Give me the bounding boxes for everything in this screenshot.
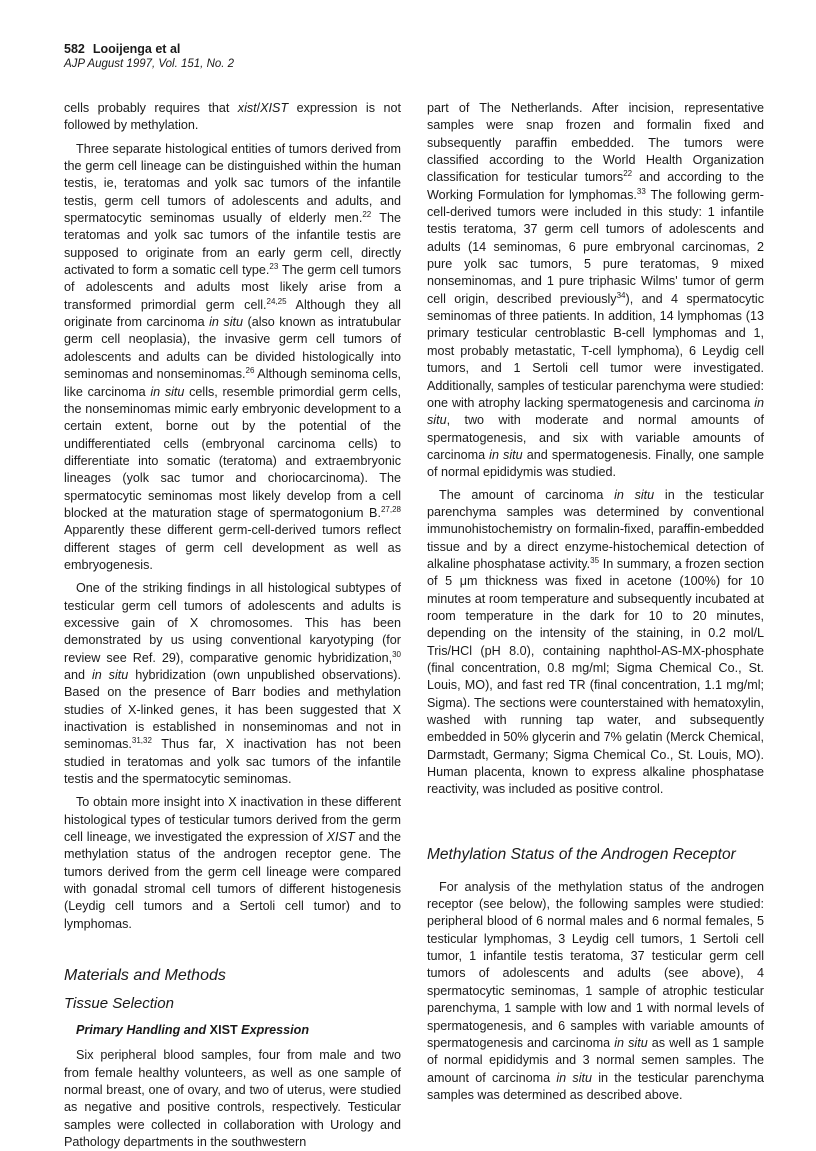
paragraph: For analysis of the methylation status of the androgen receptor (see below), the following samples were studied: peripheral blood of 6 normal males and 6 normal females, 5 testicular lymphomas, 3 Leydig cell tumors, 1 Sertoli cell tumor, 1 infantile testis teratoma, 37 testicular germ cell tumors of adolescents and adults (see above), 4 spermatocytic seminomas, 1 sample of atrophic testicular parenchyma, 1 sample with low and 1 with normal levels of spermatogenesis, and 6 samples with variable amounts of spermatogenesis and carcinoma in situ as well as 1 sample of normal epididymis and 3 normal semen samples. The amount of carcinoma in situ in the testicular parenchyma samples was determined as described above.: [427, 879, 764, 1102]
header-authors: Looijenga et al: [92, 42, 181, 56]
paragraph: part of The Netherlands. After incision, representative samples were snap frozen and formalin fixed and subsequently paraffin embedded. The tumors were classified according to the World Health Organization classification for testicular tumors$^{22}$ and according to the Working Formulation for lymphomas.$^{33}$ The following germ-cell-derived tumors were included in this study: 1 infantile testis teratoma, 37 germ cell tumors of adolescents and adults (14 seminomas, 6 pure embryonal carcinomas, 2 pure yolk sac tumors, 5 pure teratomas, 9 mixed nonseminomas, and 1 pure triphasic Wilms' tumor of germ cell origin, described previously$^{34}$), and 4 spermatocytic seminomas of three patients. In addition, 14 lymphomas (13 primary testicular centroblastic B-cell lymphomas and 1, most probably metastatic, T-cell lymphoma), 6 Leydig cell tumors, and 1 Sertoli cell tumor were investigated. Additionally, samples of testicular parenchyma were studied: one with atrophy lacking spermatogenesis and carcinoma in situ, two with moderate and normal amounts of spermatogenesis, and six with variable amounts of carcinoma in situ and spermatogenesis. Finally, one sample of normal epididymis was studied.: [427, 101, 765, 480]
subsection-heading-tissue-selection: Tissue Selection: [64, 995, 174, 1013]
paragraph: To obtain more insight into X inactivation in these different histological types of testicular tumors derived from the germ cell lineage, we investigated the expression of XIST and the methylation status of the androgen receptor gene. The tumors derived from the germ cell lineage were compared with gonadal stromal cell tumors of different histogenesis (Leydig cell tumors and a Sertoli cell tumor) and to lymphomas.: [64, 795, 401, 931]
journal-citation: AJP August 1997, Vol. 151, No. 2: [64, 58, 235, 70]
paragraph: Six peripheral blood samples, four from male and two from female healthy volunteers, as well as one sample of normal breast, one of ovary, and two of uterus, were studied as negative and positive controls, respectively. Testicular samples were collected in collaboration with Urology and Pathology departments in the southwestern: [64, 1048, 401, 1149]
section-heading-materials-methods: Materials and Methods: [64, 967, 226, 985]
subsection-heading-methylation-status: Methylation Status of the Androgen Receptor: [427, 845, 736, 863]
paragraph: The amount of carcinoma in situ in the testicular parenchyma samples was determined by conventional immunohistochemistry on formalin-fixed, paraffin-embedded tissue and by a direct enzyme-histochemical detection of alkaline phosphatase activity.$^{35}$ In summary, a frozen section of 5 μm thickness was fixed in acetone (100%) for 10 minutes at room temperature and subsequently incubated at room temperature in the dark for 10 to 20 minutes, depending on the intensity of the staining, in 0.2 mol/L Tris/HCl (pH 8.0), containing naphthol-AS-MX-phosphate (final concentration, 0.8 mg/ml; Sigma Chemical Co., St. Louis, MO), and fast red TR (final concentration, 1.1 mg/ml; Sigma). The sections were counterstained with hematoxylin, washed with running tap water, and subsequently embedded in 50% glycerin and 7% gelatin (Merck Chemical, Darmstadt, Germany; Sigma Chemical Co., St. Louis, MO). Human placenta, known to express alkaline phosphatase reactivity, was included as positive control.: [427, 487, 764, 797]
paragraph: cells probably requires that xist/XIST expression is not followed by methylation.: [64, 101, 401, 133]
paragraph: Three separate histological entities of tumors derived from the germ cell lineage can be distinguished within the human testis, ie, teratomas and yolk sac tumors of the infantile testis, germ cell tumors of adolescents and adults, and spermatocytic seminomas usually of elderly men.$^{22}$ The teratomas and yolk sac tumors of the infantile testis are supposed to originate from an early germ cell, directly activated to form a somatic cell type.$^{23}$ The germ cell tumors of adolescents and adults most likely arise from a transformed primordial germ cell.$^{24,25}$ Although they all originate from carcinoma in situ (also known as intratubular germ cell neoplasia), the invasive germ cell tumors of adolescents and adults can be divided histologically into seminomas and nonseminomas.$^{26}$ Although seminoma cells, like carcinoma in situ cells, resemble primordial germ cells, the nonseminomas mimic early embryonic development to a certain extent, borne out by the potential of the undifferentiated cells (embryonal carcinoma cells) to differentiate into somatic (teratoma) and extraembryonic lineages (yolk sac tumor and choriocarcinoma). The spermatocytic seminomas most likely develop from a cell blocked at the maturation stage of spermatogonium B.$^{27,28}$ Apparently these different germ-cell-derived tumors reflect different stages of germ cell development as well as embryogenesis.: [64, 141, 402, 572]
subsubsection-heading-primary-handling: Primary Handling and XIST Expression: [76, 1023, 310, 1038]
paragraph: One of the striking findings in all histological subtypes of testicular germ cell tumors of adolescents and adults is excessive gain of X chromosomes. This has been demonstrated by us using conventional karyotyping (for review see Ref. 29), comparative genomic hybridization,$^{30}$ and in situ hybridization (own unpublished observations). Based on the presence of Barr bodies and methylation studies of X-linked genes, it has been suggested that X inactivation is established in nonseminomas and not in seminomas.$^{31,32}$ Thus far, X inactivation has not been studied in teratomas and yolk sac tumors of the infantile testis and the spermatocytic seminomas.: [64, 581, 401, 787]
right-column: [427, 100, 764, 1104]
left-column: [64, 100, 401, 1151]
running-header: [64, 42, 234, 71]
page-number: 582: [64, 42, 85, 56]
